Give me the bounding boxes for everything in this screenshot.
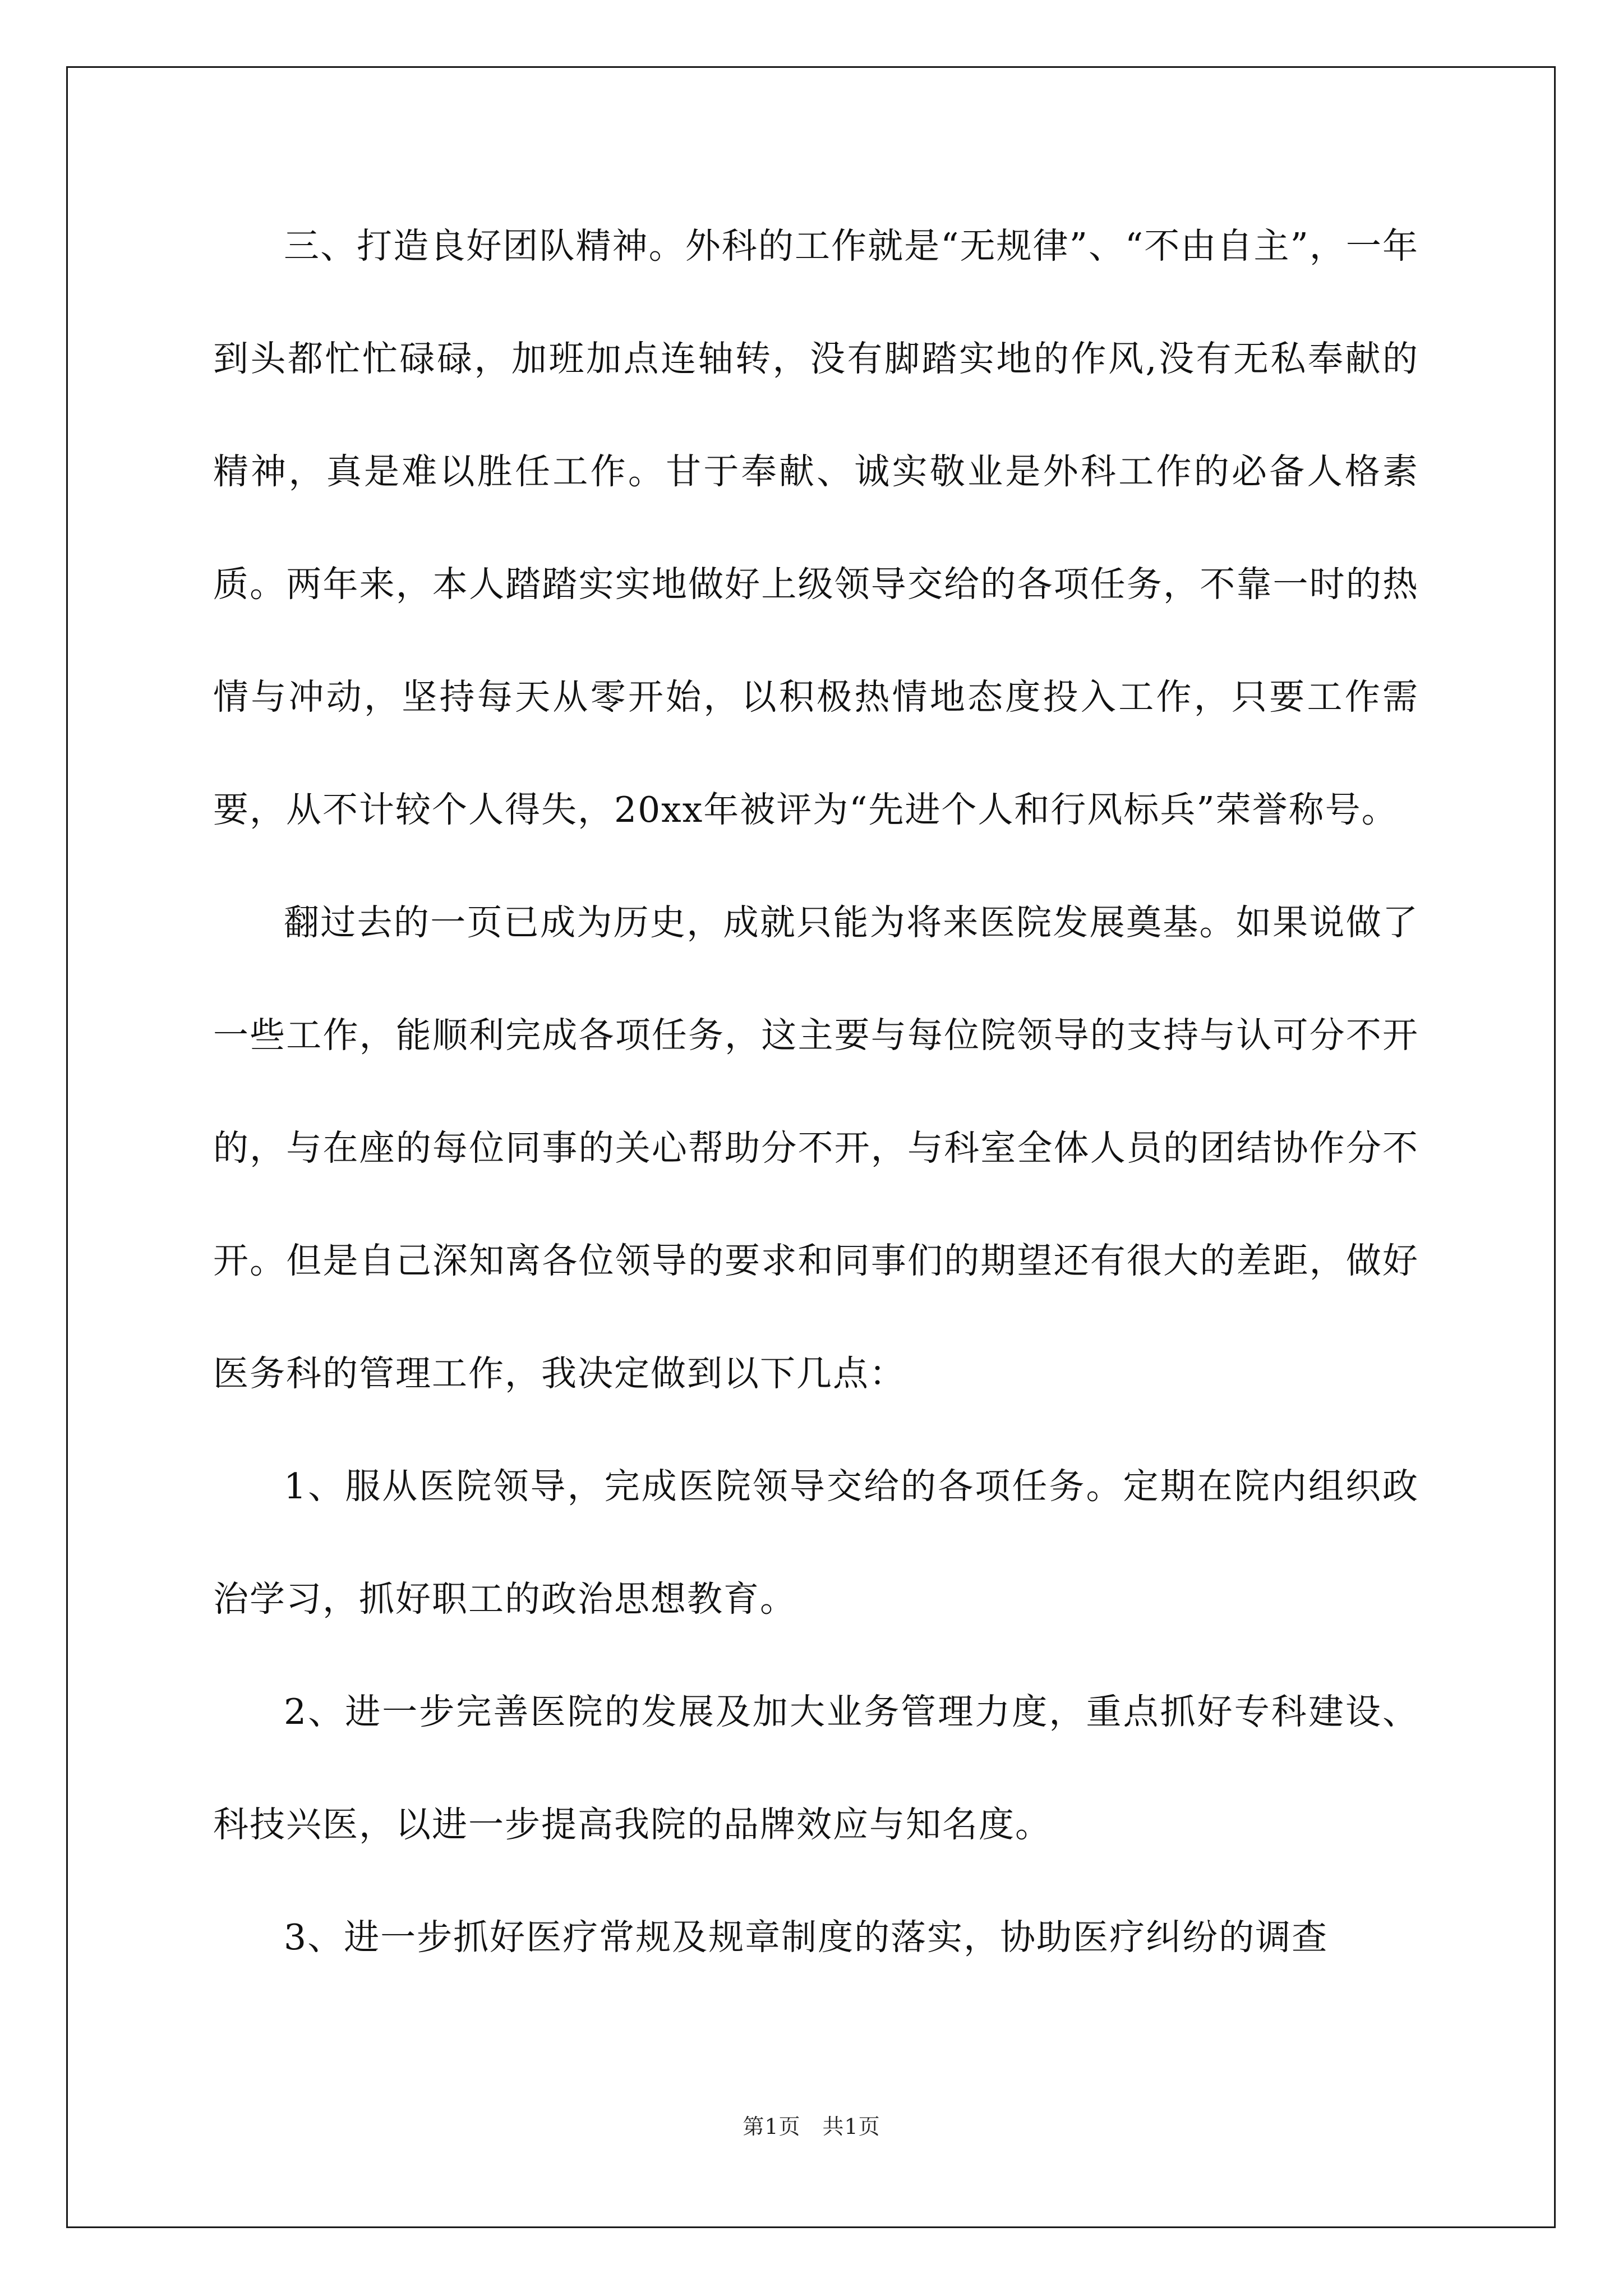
paragraph-history: 翻过去的一页已成为历史，成就只能为将来医院发展奠基。如果说做了一些工作，能顺利完成各项任务，这主要与每位院领导的支持与认可分不开的，与在座的每位同事的关心帮助分不开，与科室全体人员的团结协作分不开。但是自己深知离各位领导的要求和同事们的期望还有很大的差距，做好医务科的管理工作，我决定做到以下几点： (213, 902, 1419, 1394)
paragraph-point-1: 1、服从医院领导，完成医院领导交给的各项任务。定期在院内组织政治学习，抓好职工的政治思想教育。 (213, 1466, 1419, 1619)
paragraph-team-spirit: 三、打造良好团队精神。外科的工作就是“无规律”、“不由自主”，一年到头都忙忙碌碌，加班加点连轴转，没有脚踏实地的作风,没有无私奉献的精神，真是难以胜任工作。甘于奉献、诚实敬业是外科工作的必备人格素质。两年来，本人踏踏实实地做好上级领导交给的各项任务，不靠一时的热情与冲动，坚持每天从零开始，以积极热情地态度投入工作，只要工作需要，从不计较个人得失，20xx年被评为“先进个人和行风标兵”荣誉称号。 (213, 226, 1419, 830)
paragraph-point-2: 2、进一步完善医院的发展及加大业务管理力度，重点抓好专科建设、科技兴医，以进一步提高我院的品牌效应与知名度。 (213, 1691, 1419, 1845)
page-footer: 第1页 共1页 (743, 2114, 880, 2139)
document-body (213, 190, 1419, 1994)
paragraph-point-3: 3、进一步抓好医疗常规及规章制度的落实，协助医疗纠纷的调查 (284, 1917, 1329, 1958)
